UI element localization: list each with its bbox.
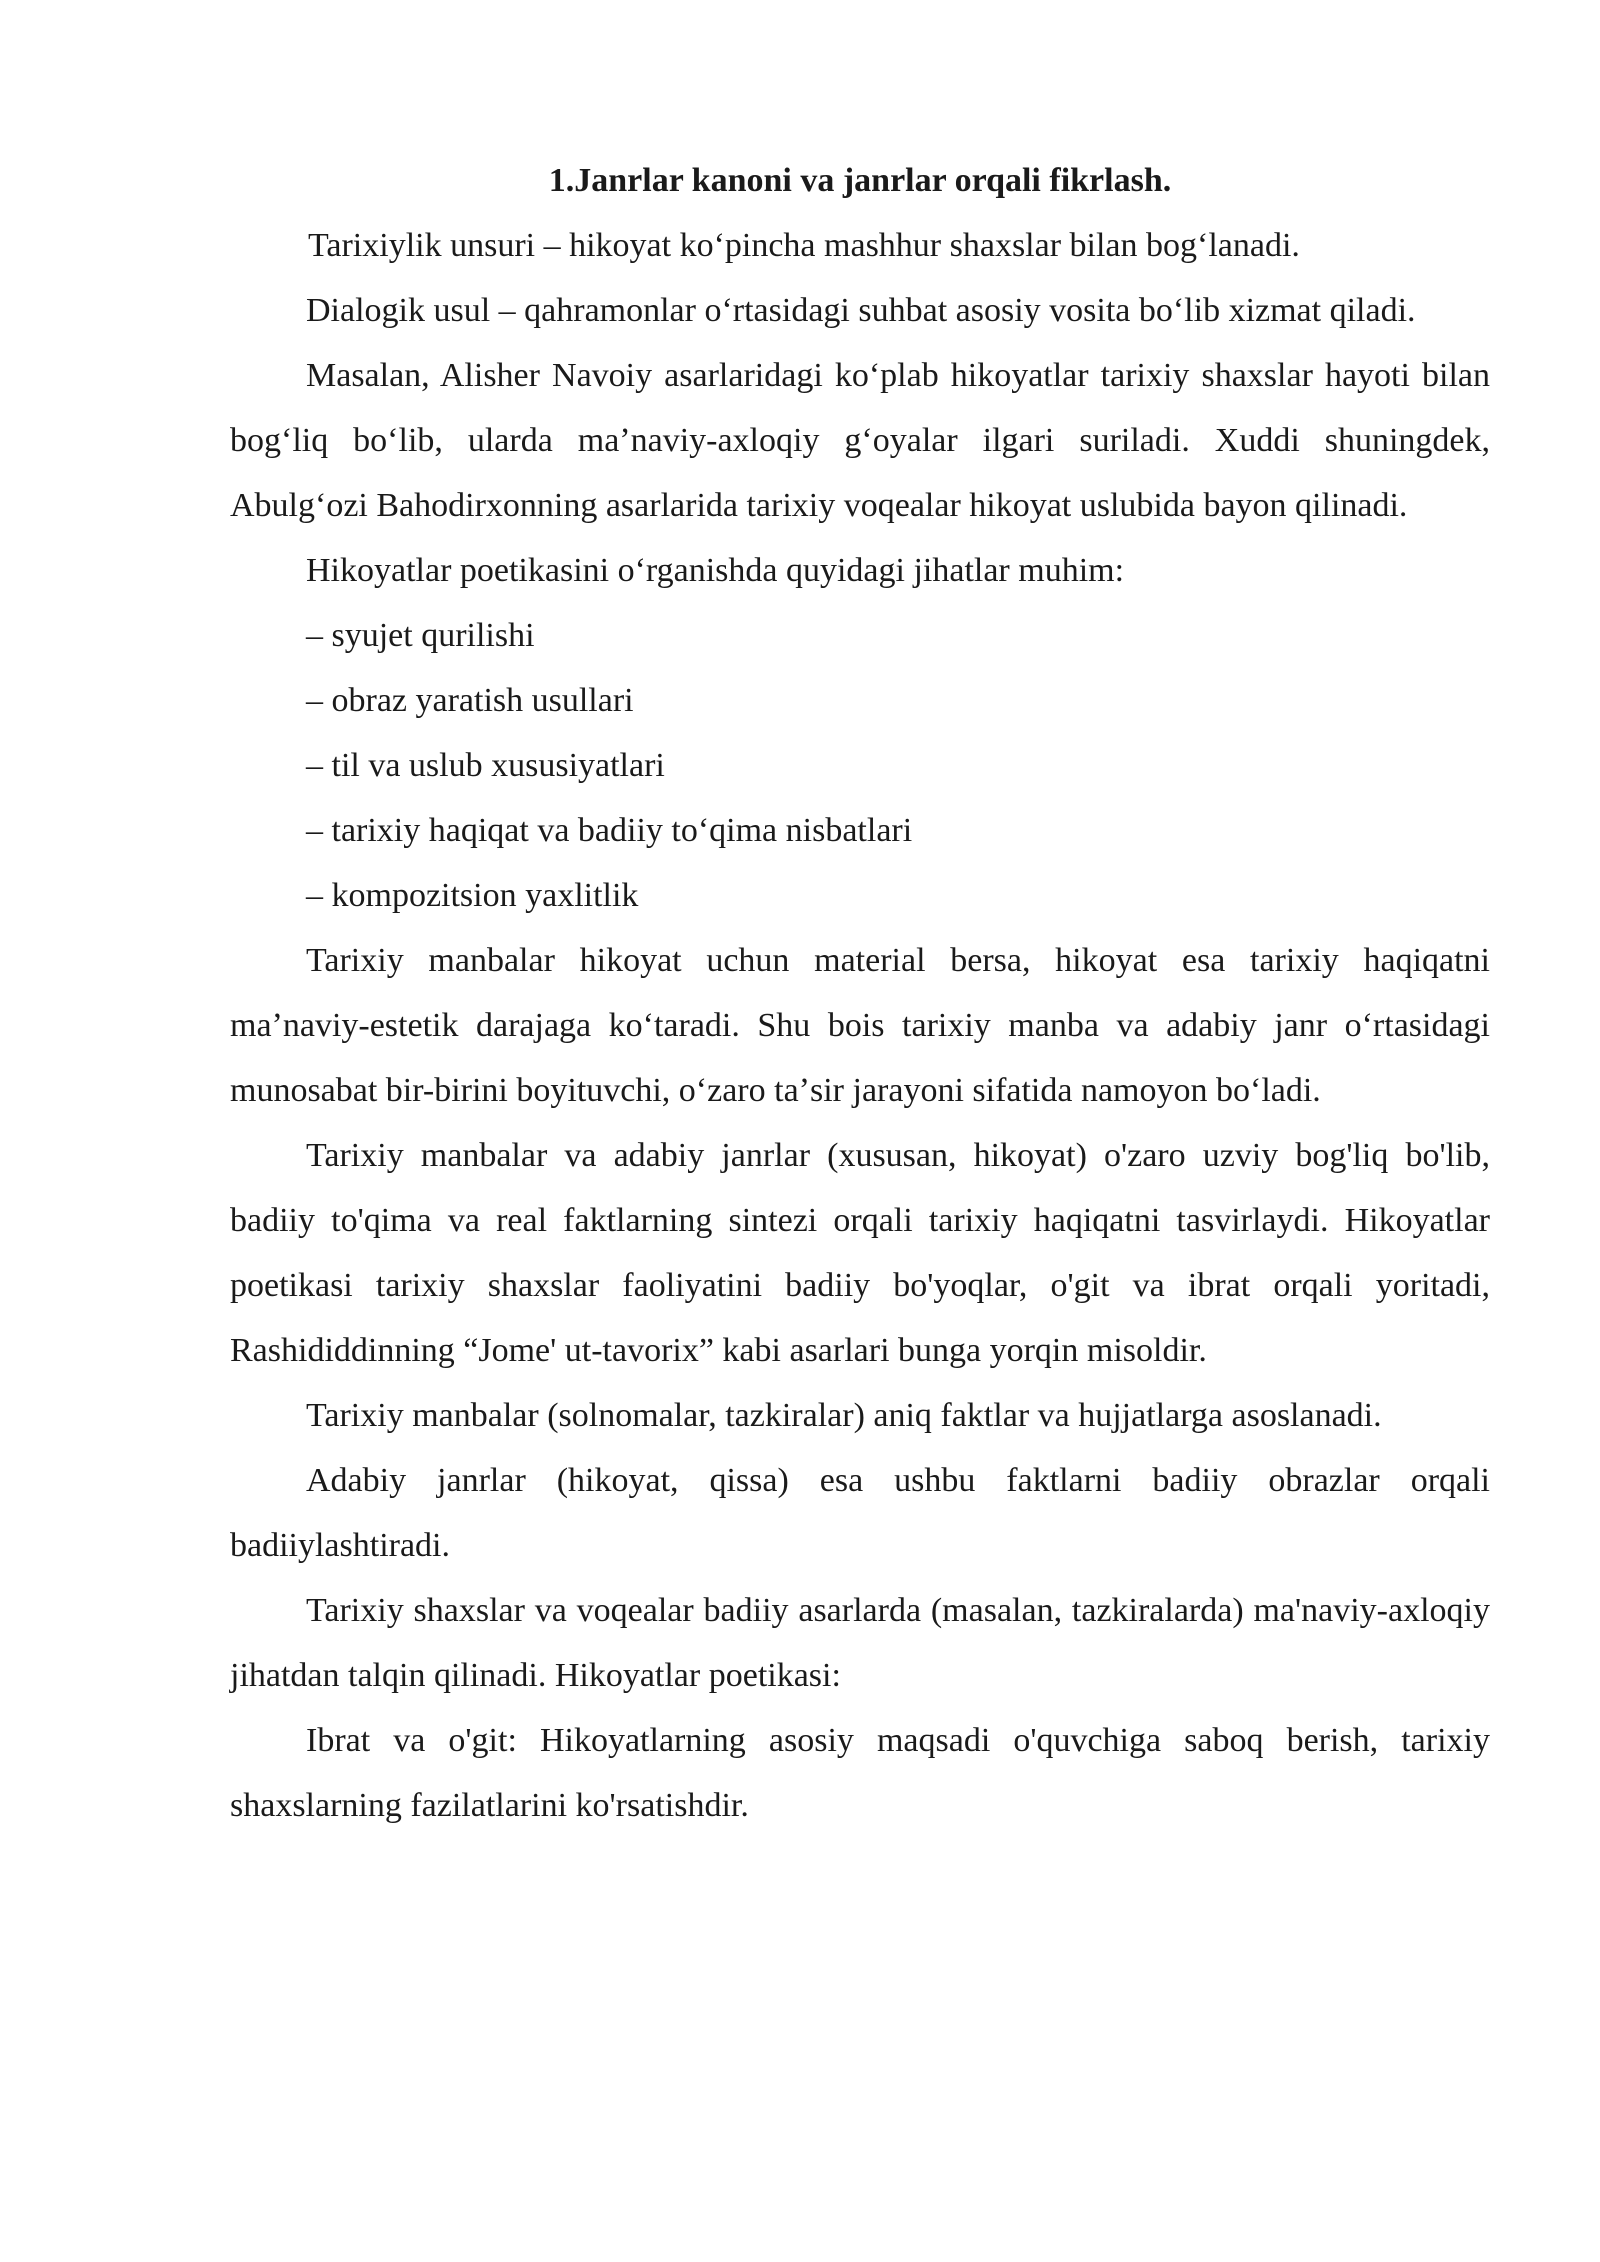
paragraph-poetics-aspects: Hikoyatlar poetikasini oʻrganishda quyidagi jihatlar muhim: — [306, 552, 1125, 589]
paragraph-historical-figures: Tarixiy shaxslar va voqealar badiiy asarlarda (masalan, tazkiralarda) ma'naviy-axloqiy jihatdan talqin qilinadi. Hikoyatlar poetikasi: — [230, 1592, 1490, 1694]
paragraph-sources-material: Tarixiy manbalar hikoyat uchun material bersa, hikoyat esa tarixiy haqiqatni maʼnaviy-estetik darajaga koʻtaradi. Shu bois tarixiy manba va adabiy janr oʻrtasidagi munosabat bir-birini boyituvchi, oʻzaro taʼsir jarayoni sifatida namoyon boʻladi. — [230, 942, 1490, 1109]
list-item: – tarixiy haqiqat va badiiy toʻqima nisbatlari — [306, 812, 913, 849]
paragraph-lesson: Ibrat va o'git: Hikoyatlarning asosiy maqsadi o'quvchiga saboq berish, tarixiy shaxslarning fazilatlarini ko'rsatishdir. — [230, 1722, 1490, 1824]
paragraph-sources-genres: Tarixiy manbalar va adabiy janrlar (xususan, hikoyat) o'zaro uzviy bog'liq bo'lib, badiiy to'qima va real faktlarning sintezi orqali tarixiy haqiqatni tasvirlaydi. Hikoyatlar poetikasi tarixiy shaxslar faoliyatini badiiy bo'yoqlar, o'git va ibrat orqali yoritadi, Rashididdinning “Jome' ut-tavorix” kabi asarlari bunga yorqin misoldir. — [230, 1137, 1490, 1369]
paragraph-dialogic-method: Dialogik usul – qahramonlar oʻrtasidagi suhbat asosiy vosita boʻlib xizmat qiladi. — [306, 292, 1416, 329]
paragraph-literary-genres: Adabiy janrlar (hikoyat, qissa) esa ushbu faktlarni badiiy obrazlar orqali badiiylashtiradi. — [230, 1462, 1490, 1564]
paragraph-chronicles: Tarixiy manbalar (solnomalar, tazkiralar) aniq faktlar va hujjatlarga asoslanadi. — [306, 1397, 1382, 1434]
list-item: – til va uslub xususiyatlari — [306, 747, 665, 784]
paragraph-historicity: Tarixiylik unsuri – hikoyat koʻpincha mashhur shaxslar bilan bogʻlanadi. — [308, 227, 1300, 264]
document-title: 1.Janrlar kanoni va janrlar orqali fikrlash. — [548, 162, 1172, 199]
list-item: – syujet qurilishi — [306, 617, 535, 654]
document-page — [230, 148, 1490, 1838]
list-item: – kompozitsion yaxlitlik — [306, 877, 639, 914]
paragraph-navoiy-example: Masalan, Alisher Navoiy asarlaridagi koʻplab hikoyatlar tarixiy shaxslar hayoti bilan bogʻliq boʻlib, ularda maʼnaviy-axloqiy gʻoyalar ilgari suriladi. Xuddi shuningdek, Abulgʻozi Bahodirxonning asarlarida tarixiy voqealar hikoyat uslubida bayon qilinadi. — [230, 357, 1490, 524]
list-item: – obraz yaratish usullari — [306, 682, 634, 719]
